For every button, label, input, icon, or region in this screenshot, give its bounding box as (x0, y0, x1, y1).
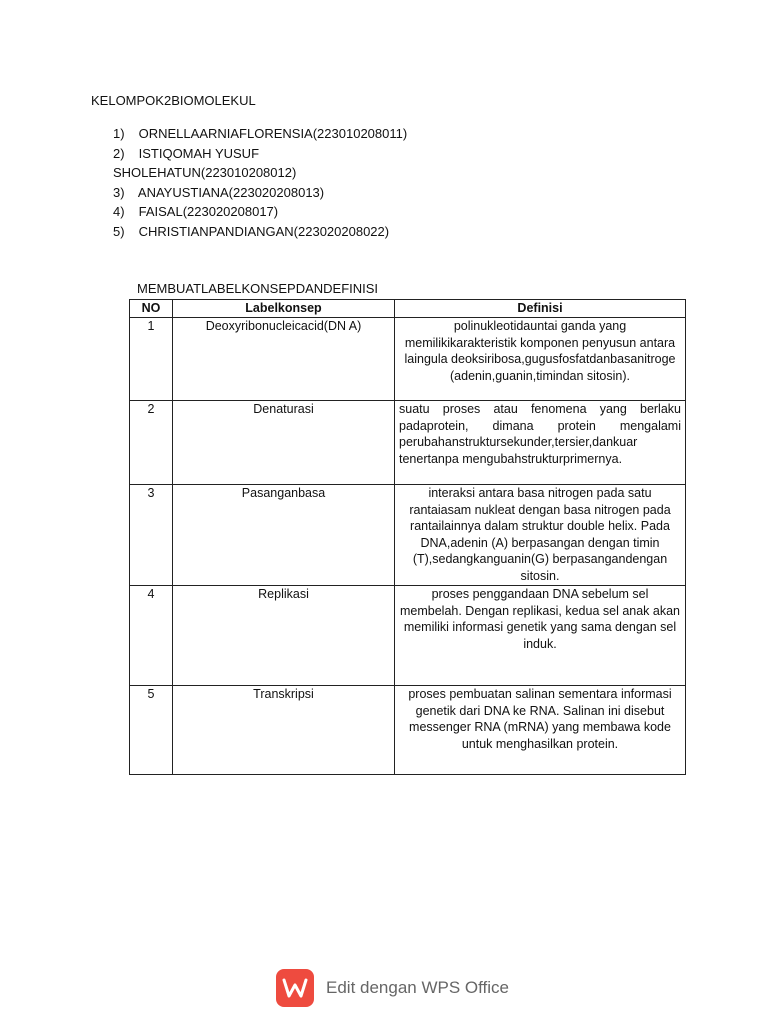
table-row (130, 318, 686, 401)
table-row (130, 686, 686, 775)
cell-label: Deoxyribonucleicacid(DN A) (173, 318, 395, 401)
cell-no: 1 (130, 318, 173, 401)
header-definition: Definisi (395, 300, 686, 318)
cell-definition: proses penggandaan DNA sebelum sel membelah. Dengan replikasi, kedua sel anak akan memiliki informasi genetik yang sama dengan sel induk. (395, 586, 686, 686)
member-name-continuation: SHOLEHATUN(223010208012) (113, 165, 297, 181)
member-list (113, 124, 407, 242)
table-row (130, 401, 686, 485)
page-title: KELOMPOK2BIOMOLEKUL (91, 93, 256, 108)
wps-edit-label[interactable]: Edit dengan WPS Office (326, 978, 510, 997)
list-number: 2) (113, 145, 125, 161)
list-item (113, 183, 407, 203)
cell-no: 2 (130, 401, 173, 485)
cell-no: 4 (130, 586, 173, 686)
cell-label: Pasanganbasa (173, 485, 395, 586)
wps-edit-banner[interactable] (276, 969, 509, 1007)
cell-label: Replikasi (173, 586, 395, 686)
cell-definition: proses pembuatan salinan sementara informasi genetik dari DNA ke RNA. Salinan ini disebut messenger RNA (mRNA) yang membawa kode untuk menghasilkan protein. (395, 686, 686, 775)
concept-table (129, 299, 686, 775)
cell-label: Transkripsi (173, 686, 395, 775)
list-number: 3) (113, 184, 125, 200)
member-name: ANAYUSTIANA(223020208013) (137, 184, 325, 200)
wps-office-logo-icon (276, 969, 314, 1007)
cell-definition: suatu proses atau fenomena yang berlaku padaprotein, dimana protein mengalami perubahanstruktursekunder,tersier,dankuar tenertanpa mengubahstrukturprimernya. (395, 401, 686, 485)
table-row (130, 586, 686, 686)
header-no: NO (130, 300, 173, 318)
list-item (113, 222, 407, 242)
list-item (113, 124, 407, 144)
table-row (130, 485, 686, 586)
list-number: 1) (113, 126, 125, 141)
header-label: Labelkonsep (173, 300, 395, 318)
list-item (113, 202, 407, 222)
member-name: ORNELLAARNIAFLORENSIA(223010208011) (138, 126, 408, 141)
cell-no: 5 (130, 686, 173, 775)
cell-no: 3 (130, 485, 173, 586)
section-title: MEMBUATLABELKONSEPDANDEFINISI (137, 281, 379, 296)
list-number: 5) (113, 223, 125, 239)
cell-definition: polinukleotidauntai ganda yang memilikikarakteristik komponen penyusun antara laingula deoksiribosa,gugusfosfatdanbasanitroge (adenin,guanin,timindan sitosin). (395, 318, 686, 401)
cell-definition: interaksi antara basa nitrogen pada satu rantaiasam nukleat dengan basa nitrogen pada rantailainnya dalam struktur double helix. Pada DNA,adenin (A) berpasangan dengan timin (T),sedangkanguanin(G) berpasangandengan sitosin. (395, 485, 686, 586)
list-item (113, 144, 407, 164)
member-name: ISTIQOMAH YUSUF (138, 145, 260, 161)
cell-label: Denaturasi (173, 401, 395, 485)
list-number: 4) (113, 204, 125, 220)
member-name: FAISAL(223020208017) (138, 204, 279, 220)
table-header-row (130, 300, 686, 318)
member-name: CHRISTIANPANDIANGAN(223020208022) (138, 223, 390, 239)
